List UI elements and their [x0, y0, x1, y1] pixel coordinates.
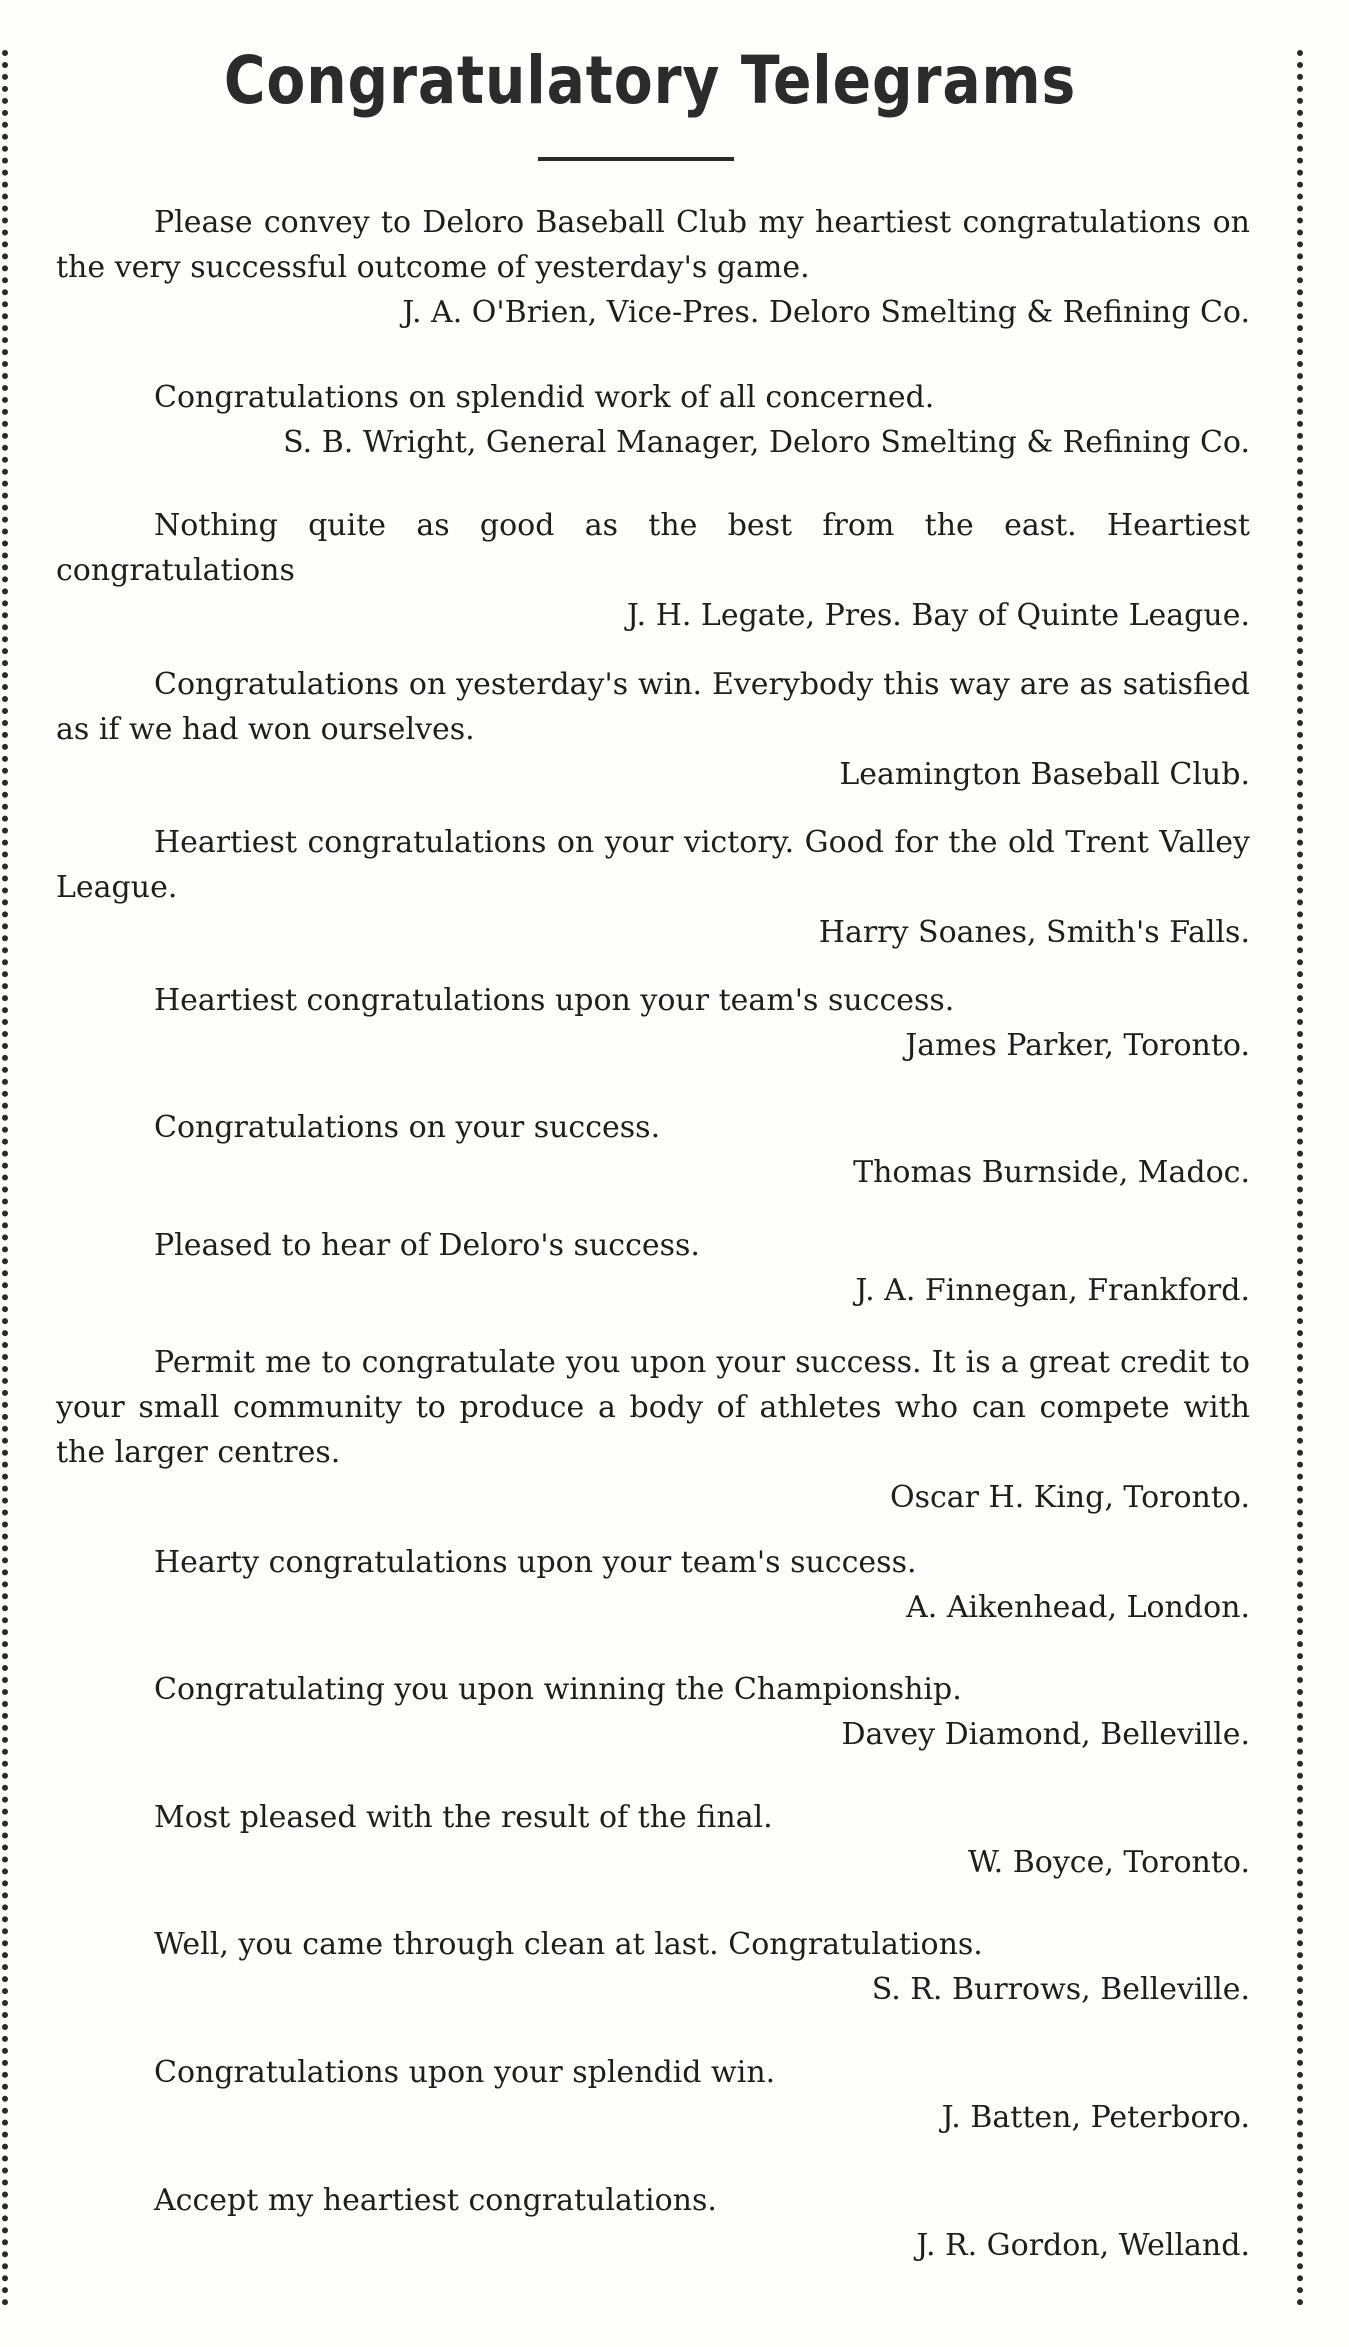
- telegram-signature: S. B. Wright, General Manager, Deloro Smelting & Refining Co.: [283, 425, 1250, 460]
- telegram-13: [56, 1922, 1250, 2012]
- telegram-signature: J. Batten, Peterboro.: [941, 2100, 1250, 2135]
- telegram-message: Well, you came through clean at last. Congratulations.: [154, 1927, 983, 1962]
- telegram-message: Heartiest congratulations on your victory. Good for the old Trent Valley League.: [56, 825, 1250, 905]
- left-column-rule: [2, 50, 8, 2307]
- telegram-message: Please convey to Deloro Baseball Club my heartiest congratulations on the very successful outcome of yesterday's game.: [56, 205, 1250, 285]
- telegram-signature: W. Boyce, Toronto.: [968, 1845, 1250, 1880]
- telegram-15: [56, 2178, 1250, 2268]
- telegram-signature: S. R. Burrows, Belleville.: [871, 1972, 1250, 2007]
- telegram-signature: J. H. Legate, Pres. Bay of Quinte League.: [626, 598, 1250, 633]
- telegram-5: [56, 820, 1250, 955]
- telegram-signature: A. Aikenhead, London.: [906, 1590, 1250, 1625]
- telegram-3: [56, 503, 1250, 638]
- telegram-signature: James Parker, Toronto.: [905, 1028, 1250, 1063]
- page-title: Congratulatory Telegrams: [223, 42, 1077, 119]
- telegram-message: Congratulations on your success.: [154, 1110, 661, 1145]
- telegram-signature: J. A. O'Brien, Vice-Pres. Deloro Smelting & Refining Co.: [402, 295, 1250, 330]
- telegram-7: [56, 1105, 1250, 1195]
- telegram-message: Accept my heartiest congratulations.: [154, 2183, 717, 2218]
- telegram-14: [56, 2050, 1250, 2140]
- right-column-rule: [1297, 50, 1303, 2307]
- telegram-message: Congratulations upon your splendid win.: [154, 2055, 776, 2090]
- telegram-9: [56, 1340, 1250, 1520]
- telegram-signature: Leamington Baseball Club.: [839, 757, 1250, 792]
- telegram-message: Most pleased with the result of the final.: [154, 1800, 773, 1835]
- telegram-message: Congratulations on yesterday's win. Everybody this way are as satisfied as if we had won ourselves.: [56, 667, 1250, 747]
- telegram-signature: J. R. Gordon, Welland.: [916, 2228, 1250, 2263]
- telegram-message: Nothing quite as good as the best from the east. Heartiest congratulations: [56, 508, 1250, 588]
- telegram-2: [56, 375, 1250, 465]
- telegram-message: Permit me to congratulate you upon your success. It is a great credit to your small community to produce a body of athletes who can compete with the larger centres.: [56, 1345, 1250, 1470]
- telegram-signature: Davey Diamond, Belleville.: [841, 1717, 1250, 1752]
- telegram-message: Pleased to hear of Deloro's success.: [154, 1228, 700, 1263]
- telegram-signature: Thomas Burnside, Madoc.: [853, 1155, 1250, 1190]
- telegram-message: Congratulations on splendid work of all concerned.: [154, 380, 935, 415]
- telegram-10: [56, 1540, 1250, 1630]
- telegram-4: [56, 662, 1250, 797]
- telegram-signature: Oscar H. King, Toronto.: [890, 1480, 1250, 1515]
- telegram-6: [56, 978, 1250, 1068]
- telegram-12: [56, 1795, 1250, 1885]
- telegram-message: Heartiest congratulations upon your team's success.: [154, 983, 955, 1018]
- telegram-signature: Harry Soanes, Smith's Falls.: [818, 915, 1250, 950]
- telegram-message: Congratulating you upon winning the Championship.: [154, 1672, 962, 1707]
- telegram-signature: J. A. Finnegan, Frankford.: [855, 1273, 1250, 1308]
- telegram-message: Hearty congratulations upon your team's success.: [154, 1545, 917, 1580]
- telegram-8: [56, 1223, 1250, 1313]
- telegram-1: [56, 200, 1250, 335]
- title-underline: [538, 157, 734, 161]
- telegram-11: [56, 1667, 1250, 1757]
